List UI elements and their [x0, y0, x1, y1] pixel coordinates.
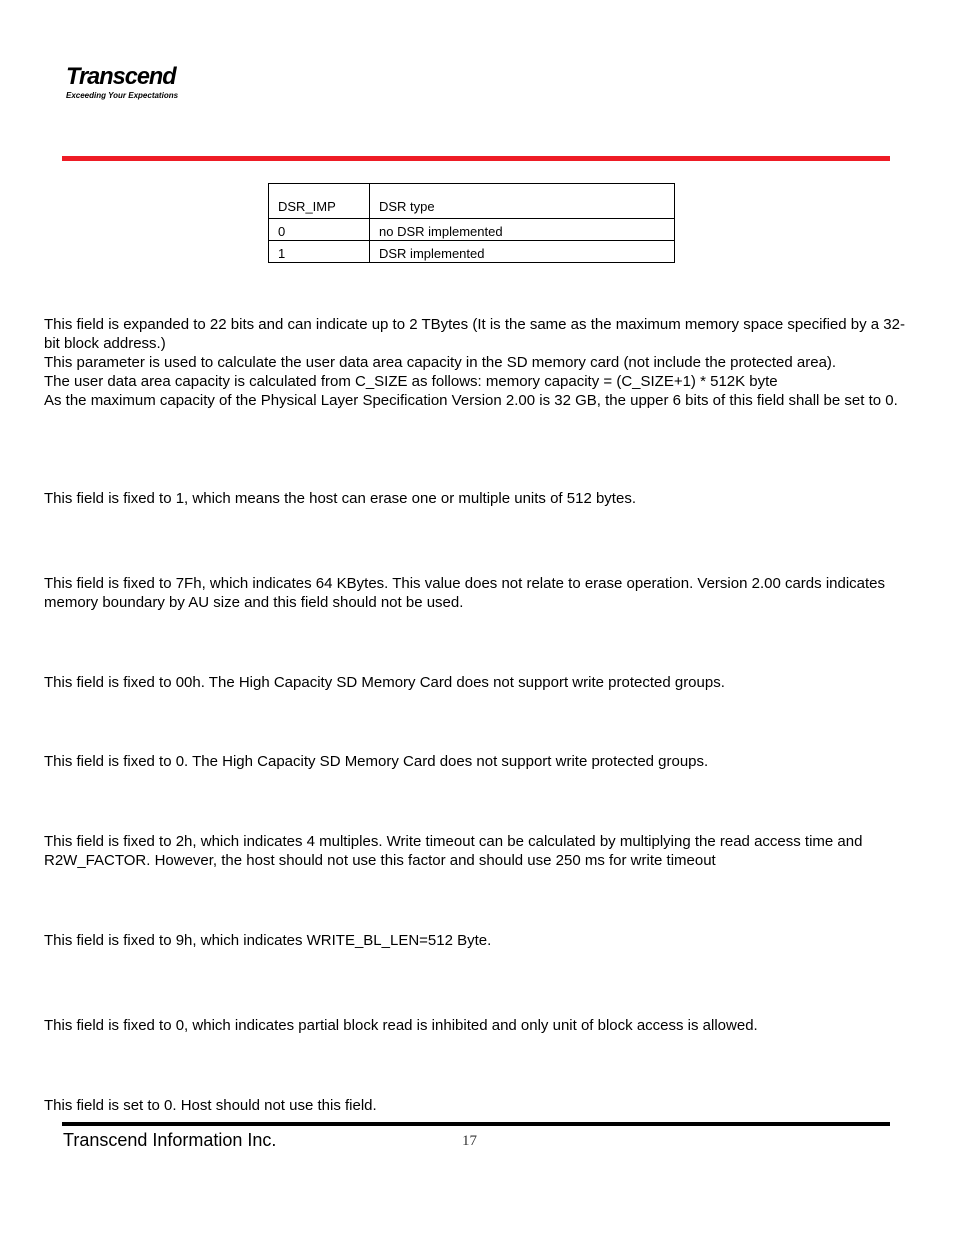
paragraph-line: This parameter is used to calculate the user data area capacity in the SD memory card (not include the protected area).	[44, 354, 837, 371]
write-bl-len-description: This field is fixed to 9h, which indicates WRITE_BL_LEN=512 Byte.	[44, 932, 492, 949]
table-row	[269, 219, 675, 241]
table-cell: 1	[269, 241, 370, 263]
footer-divider	[62, 1122, 890, 1126]
logo-wordmark: Transcend	[66, 63, 176, 90]
paragraph-line: The user data area capacity is calculated from C_SIZE as follows: memory capacity = (C_SIZE+1) * 512K byte	[44, 373, 778, 390]
paragraph-line: As the maximum capacity of the Physical Layer Specification Version 2.00 is 32 GB, the upper 6 bits of this field shall be set to 0.	[44, 392, 898, 409]
r2w-factor-description: This field is fixed to 2h, which indicates 4 multiples. Write timeout can be calculated by multiplying the read access time and R2W_FACTOR. However, the host should not use this factor and should use 250 ms for write timeout	[44, 833, 863, 869]
table-row	[269, 241, 675, 263]
table-header-row	[269, 184, 675, 219]
table-cell: no DSR implemented	[370, 219, 675, 241]
table-header-dsr-type: DSR type	[370, 184, 675, 219]
table-cell: 0	[269, 219, 370, 241]
erase-blk-en-description: This field is fixed to 1, which means the host can erase one or multiple units of 512 bytes.	[44, 490, 636, 507]
table-header-dsr-imp: DSR_IMP	[269, 184, 370, 219]
paragraph-line: This field is expanded to 22 bits and can indicate up to 2 TBytes (It is the same as the maximum memory space specified by a 32-bit block address.)	[44, 316, 905, 352]
file-format-grp-description: This field is set to 0. Host should not use this field.	[44, 1097, 377, 1114]
footer-company-name: Transcend Information Inc.	[63, 1130, 277, 1150]
logo-tagline: Exceeding Your Expectations	[66, 91, 179, 100]
c-size-description	[44, 315, 906, 410]
transcend-logo	[66, 64, 206, 101]
page-number: 17	[462, 1133, 477, 1149]
header-red-divider	[62, 156, 890, 161]
write-bl-partial-description: This field is fixed to 0, which indicates partial block read is inhibited and only unit of block access is allowed.	[44, 1017, 758, 1034]
dsr-type-table	[268, 183, 675, 263]
table-cell: DSR implemented	[370, 241, 675, 263]
wp-grp-size-description: This field is fixed to 00h. The High Capacity SD Memory Card does not support write protected groups.	[44, 674, 725, 691]
sector-size-description: This field is fixed to 7Fh, which indicates 64 KBytes. This value does not relate to erase operation. Version 2.00 cards indicates memory boundary by AU size and this field should not be used.	[44, 575, 886, 611]
wp-grp-enable-description: This field is fixed to 0. The High Capacity SD Memory Card does not support write protected groups.	[44, 753, 709, 770]
